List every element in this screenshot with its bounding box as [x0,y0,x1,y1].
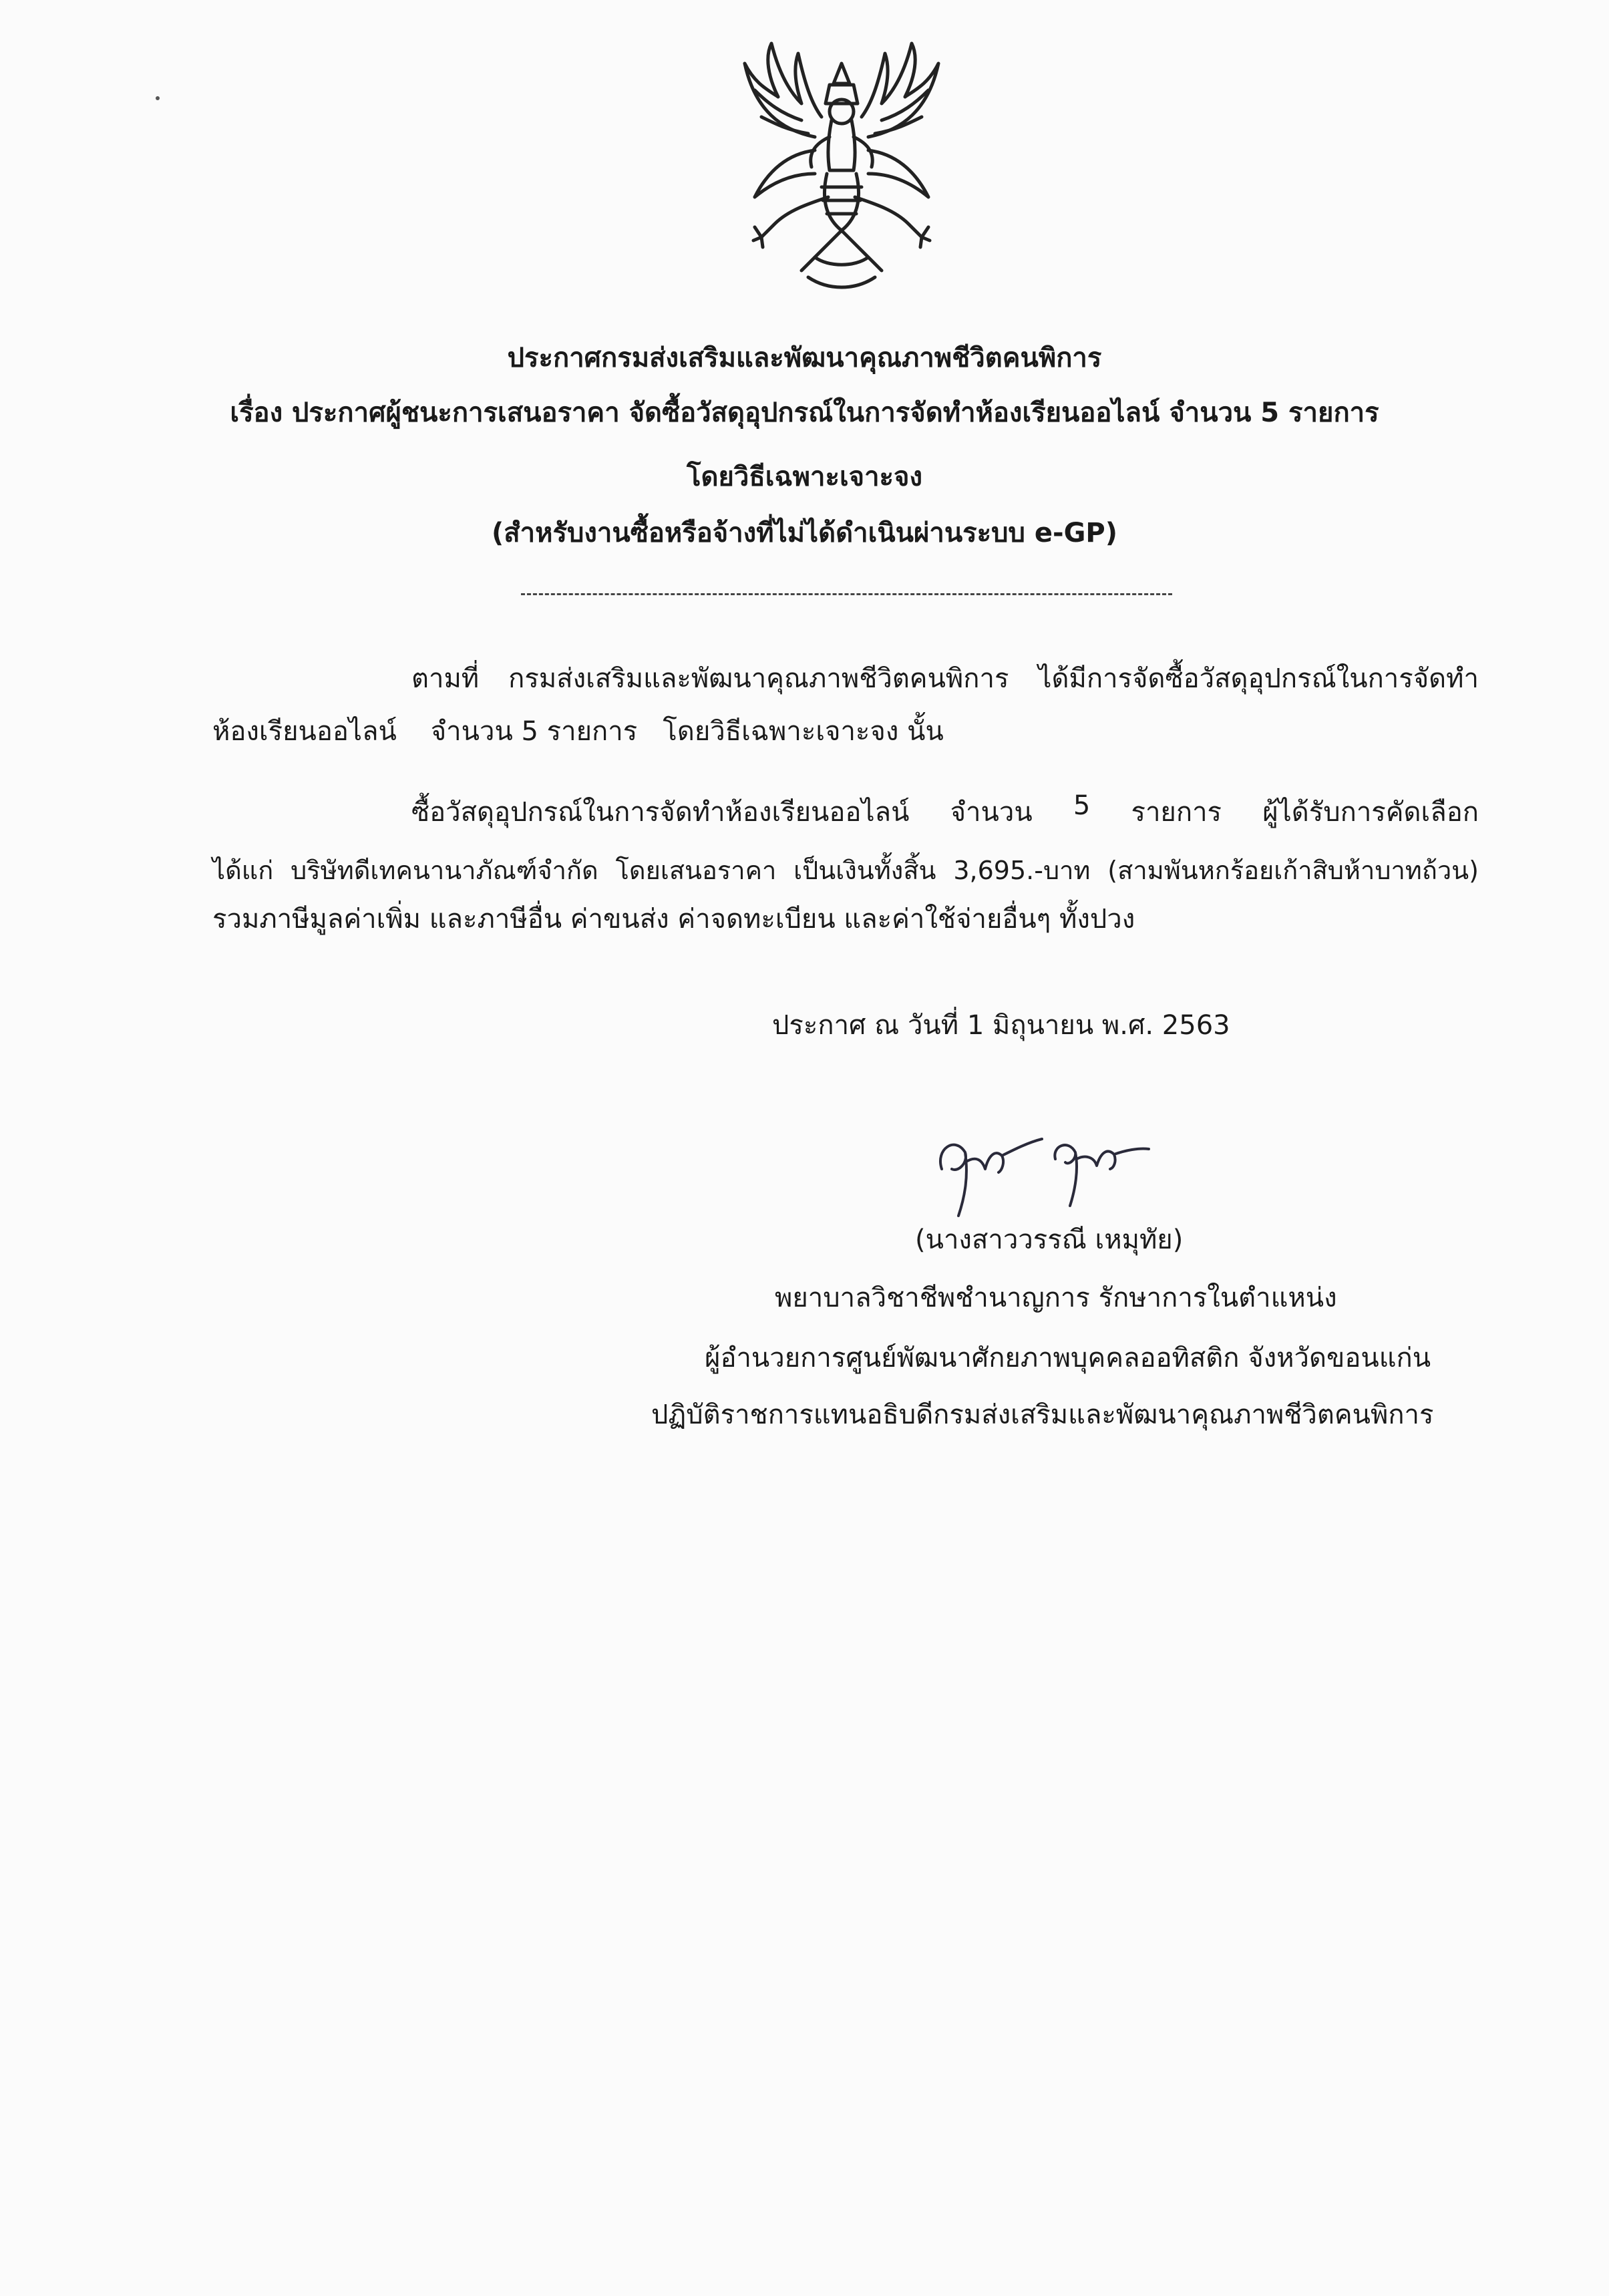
handwritten-signature [928,1122,1155,1229]
e-gp-note: (สำหรับงานซื้อหรือจ้างที่ไม่ได้ดำเนินผ่านระบบ e-GP) [491,518,1118,548]
p1-word: ได้มีการจัดซื้อวัสดุอุปกรณ์ในการจัดทำ [1038,663,1479,694]
p1-word: กรมส่งเสริมและพัฒนาคุณภาพชีวิตคนพิการ [508,663,1009,694]
dashed-divider [521,593,1172,595]
procurement-method: โดยวิธีเฉพาะเจาะจง [686,462,923,492]
p2-word: เป็นเงินทั้งสิ้น [793,856,936,885]
paragraph-1-line-2: ห้องเรียนออไลน์ จำนวน 5 รายการ โดยวิธีเฉพาะเจาะจง นั้น [212,716,944,747]
p2-word: ซื้อวัสดุอุปกรณ์ในการจัดทำห้องเรียนออไลน์ [411,797,910,828]
paragraph-2-line-3: รวมภาษีมูลค่าเพิ่ม และภาษีอื่น ค่าขนส่ง ค่าจดทะเบียน และค่าใช้จ่ายอื่นๆ ทั้งปวง [212,904,1135,935]
p2-word: ผู้ได้รับการคัดเลือก [1262,797,1479,828]
announcement-date: ประกาศ ณ วันที่ 1 มิถุนายน พ.ศ. 2563 [772,1010,1230,1041]
garuda-emblem-icon [715,37,968,304]
paragraph-1-line-1 [411,657,1479,699]
p2-word: โดยเสนอราคา [615,856,777,885]
signatory-title-1: พยาบาลวิชาชีพชำนาญการ รักษาการในตำแหน่ง [775,1283,1337,1313]
price-in-words: (สามพันหกร้อยเก้าสิบห้าบาทถ้วน) [1107,856,1479,885]
signatory-title-2: ผู้อำนวยการศูนย์พัฒนาศักยภาพบุคคลออทิสติก จังหวัดขอนแก่น [705,1343,1431,1373]
paragraph-2-line-2 [212,850,1479,890]
paragraph-2-line-1 [411,790,1479,833]
signatory-name: (นางสาววรรณี เหมุทัย) [915,1224,1184,1255]
p2-word: ได้แก่ [212,856,274,885]
signatory-title-3: ปฏิบัติราชการแทนอธิบดีกรมส่งเสริมและพัฒนาคุณภาพชีวิตคนพิการ [651,1400,1434,1430]
p2-word: จำนวน [950,797,1033,828]
price-amount: 3,695.-บาท [953,856,1091,885]
announcement-subject: เรื่อง ประกาศผู้ชนะการเสนอราคา จัดซื้อวัสดุอุปกรณ์ในการจัดทำห้องเรียนออไลน์ จำนวน 5 รายการ [230,397,1379,428]
announcement-title: ประกาศกรมส่งเสริมและพัฒนาคุณภาพชีวิตคนพิการ [507,343,1102,373]
p2-word: 5 [1073,790,1091,821]
scan-speck [156,96,160,100]
company-name: บริษัทดีเทคนานาภัณฑ์จำกัด [291,856,598,885]
p1-word: ตามที่ [411,663,480,694]
p2-word: รายการ [1131,797,1222,828]
